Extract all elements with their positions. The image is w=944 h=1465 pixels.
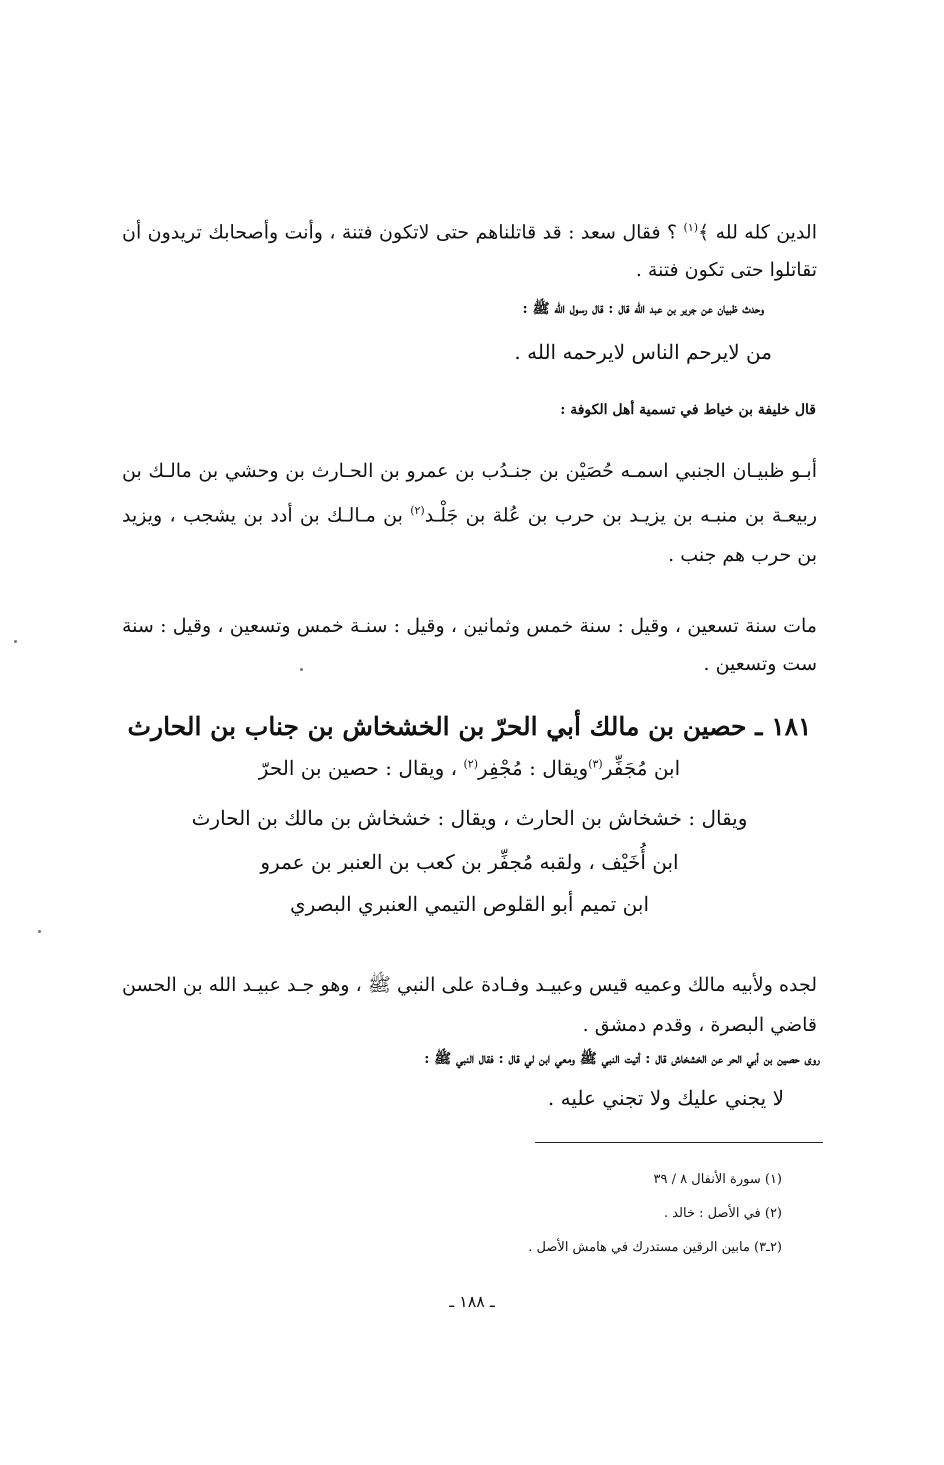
continuation-paragraph [122, 209, 817, 289]
continuation-text-a: الدين كله لله ﴾ [698, 221, 817, 244]
hadith1-narration: وحدث ظبيان عن جرير بن عبد الله قال : قال رسول الله ﷺ : [522, 301, 764, 317]
entry-line-1-c: ، ويقال : حصين بن الحرّ [258, 756, 464, 780]
bio-paragraph: لجده ولأبيه مالك وعميه قيس وعبيـد وفـادة على النبي ﷺ ، وهو جـد عبيـد الله بن الحسن قاضي البصرة ، وقدم دمشق . [122, 974, 817, 1036]
death-paragraph: مات سنة تسعين ، وقيل : سنة خمس وثمانين ، وقيل : سنـة خمس وتسعين ، وقيل : سنة ست وتسعين . [122, 615, 817, 675]
hadith2-text: لا يجني عليك ولا تجني عليه . [547, 1086, 784, 1110]
footnote-ref-2: (٢) [410, 504, 425, 517]
entry-line-1-b: ويقال : مُجْفِر [477, 756, 589, 780]
khalifa-text-a: أبـو ظبيـان الجنبي اسمـه حُصَيْن بن جنـدُب بن عمرو بن الحـارث بن وحشي بن مالـك بن ربيعـة بن منبـه بن يزيـد بن حرب بن عُلة بن جَلْـد [122, 460, 817, 527]
entry-line-1-a: ابن مُجَفِّر [602, 756, 681, 780]
page-number: ـ ١٨٨ ـ [449, 1292, 495, 1311]
entry-line-4: ابن تميم أبو القلوص التيمي العنبري البصري [289, 892, 650, 916]
khalifa-intro: قال خليفة بن خياط في تسمية أهل الكوفة : [560, 402, 816, 418]
footnote-1: (١) سورة الأنفال ٨ / ٣٩ [653, 1172, 782, 1187]
footnote-divider [535, 1142, 823, 1143]
scan-speck [38, 930, 41, 933]
scan-speck [300, 668, 303, 671]
khalifa-paragraph [122, 451, 817, 575]
footnote-3: (٢ـ٣) مابين الرقين مستدرك في هامش الأصل . [528, 1240, 782, 1255]
footnote-ref-1: (١) [683, 221, 699, 234]
entry-line-1 [122, 756, 817, 780]
footnote-ref-3b: (٢) [463, 757, 478, 771]
footnote-2: (٢) في الأصل : خالد . [663, 1206, 782, 1221]
continuation-text-b: ؟ فقال سعد : قد قاتلناهم حتى لاتكون فتنة ، وأنت وأصحابك تريدون أن تقاتلوا حتى تكون فتنة . [122, 221, 817, 282]
entry-title: ١٨١ ـ حصين بن مالك أبي الحرّ بن الخشخاش بن جناب بن الحارث [127, 712, 812, 741]
khalifa-text-b: بن مـالـك بن أدد بن يشجب ، ويزيد بن حرب هم جنب . [122, 504, 817, 567]
hadith1-text: من لايرحم الناس لايرحمه الله . [514, 340, 772, 364]
entry-line-2: ويقال : خشخاش بن الحارث ، ويقال : خشخاش بن مالك بن الحارث [191, 806, 748, 830]
footnote-ref-3: (٣) [588, 757, 603, 771]
entry-line-3: ابن أُخَيْف ، ولقبه مُجفِّر بن كعب بن العنبر بن عمرو [260, 850, 679, 874]
hadith2-narration: روى حصين بن أبي الحر عن الخشخاش قال : أتيت النبي ﷺ ومعي ابن لي قال : فقال النبي ﷺ : [424, 1051, 820, 1067]
scan-speck [14, 640, 17, 643]
